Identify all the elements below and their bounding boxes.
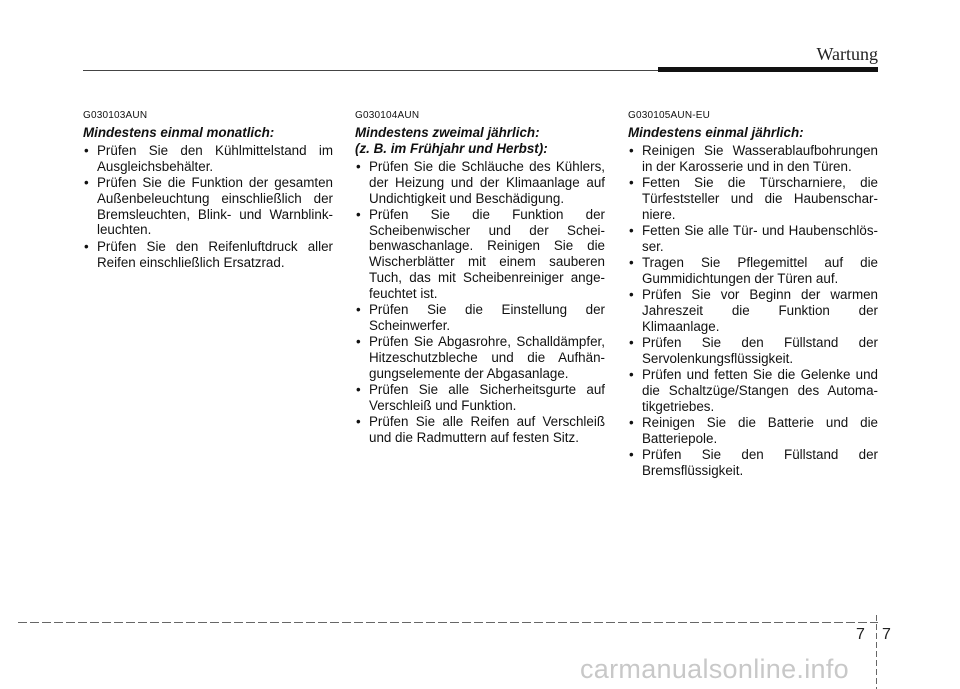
list-item: • Prüfen Sie die Funktion der Scheibenwischer und der Scheibenwaschanlage. Reinigen Sie die Wischerblätter mit einem sauberen Tuch, das mit Scheibenreiniger angefeuchtet ist.	[355, 207, 605, 302]
list-item: • Prüfen Sie Abgasrohre, Schalldämpfer, Hitzeschutzbleche und die Aufhängungselemente der Abgasanlage.	[355, 334, 605, 381]
list-item: • Prüfen Sie die Schläuche des Kühlers, der Heizung und der Klimaanlage auf Undichtigkeit und Beschädigung.	[355, 159, 605, 206]
list-item: • Prüfen Sie vor Beginn der warmen Jahreszeit die Funktion der Klimaanlage.	[628, 287, 878, 334]
header-rule-bar	[658, 67, 878, 72]
list-item: • Fetten Sie alle Tür- und Haubenschlösser.	[628, 223, 878, 255]
section-monthly	[83, 110, 333, 271]
list-item: • Prüfen Sie die Funktion der gesamten Außenbeleuchtung einschließlich der Bremsleuchten, Blink- und Warnblinkleuchten.	[83, 175, 333, 238]
checklist	[83, 143, 333, 270]
section-heading: Mindestens einmal monatlich:	[83, 125, 275, 140]
section-subheading: (z. B. im Frühjahr und Herbst):	[355, 141, 548, 156]
list-item: • Prüfen Sie alle Sicherheitsgurte auf Verschleiß und Funktion.	[355, 382, 605, 414]
section-code: G030104AUN	[355, 110, 420, 121]
list-item: • Tragen Sie Pflegemittel auf die Gummidichtungen der Türen auf.	[628, 255, 878, 287]
section-code: G030103AUN	[83, 110, 148, 121]
section-heading: Mindestens zweimal jährlich:	[355, 125, 540, 140]
list-item: • Prüfen Sie den Füllstand der Bremsflüssigkeit.	[628, 447, 878, 479]
page-divider	[876, 615, 877, 689]
page-number: 7	[882, 626, 891, 643]
list-item: • Fetten Sie die Türscharniere, die Türfeststeller und die Haubenscharniere.	[628, 175, 878, 222]
chapter-number: 7	[856, 626, 865, 643]
section-yearly	[628, 110, 878, 479]
list-item: • Prüfen und fetten Sie die Gelenke und die Schaltzüge/Stangen des Automatikgetriebes.	[628, 367, 878, 414]
checklist	[355, 159, 605, 446]
list-item: • Prüfen Sie den Reifenluftdruck aller Reifen einschließlich Ersatzrad.	[83, 239, 333, 271]
list-item: • Prüfen Sie die Einstellung der Scheinwerfer.	[355, 302, 605, 334]
header-rule	[83, 70, 658, 71]
checklist	[628, 143, 878, 479]
watermark: carmanualsonline.info	[580, 654, 849, 684]
list-item: • Reinigen Sie Wasserablaufbohrungen in der Karosserie und in den Türen.	[628, 143, 878, 175]
section-heading: Mindestens einmal jährlich:	[628, 125, 804, 140]
list-item: • Prüfen Sie den Kühlmittelstand im Ausgleichsbehälter.	[83, 143, 333, 175]
section-code: G030105AUN-EU	[628, 110, 711, 121]
footer-rule	[18, 622, 878, 623]
list-item: • Prüfen Sie alle Reifen auf Verschleiß und die Radmuttern auf festen Sitz.	[355, 414, 605, 446]
list-item: • Reinigen Sie die Batterie und die Batteriepole.	[628, 415, 878, 447]
list-item: • Prüfen Sie den Füllstand der Servolenkungsflüssigkeit.	[628, 335, 878, 367]
header-title: Wartung	[816, 44, 878, 64]
section-twice-yearly	[355, 110, 605, 446]
